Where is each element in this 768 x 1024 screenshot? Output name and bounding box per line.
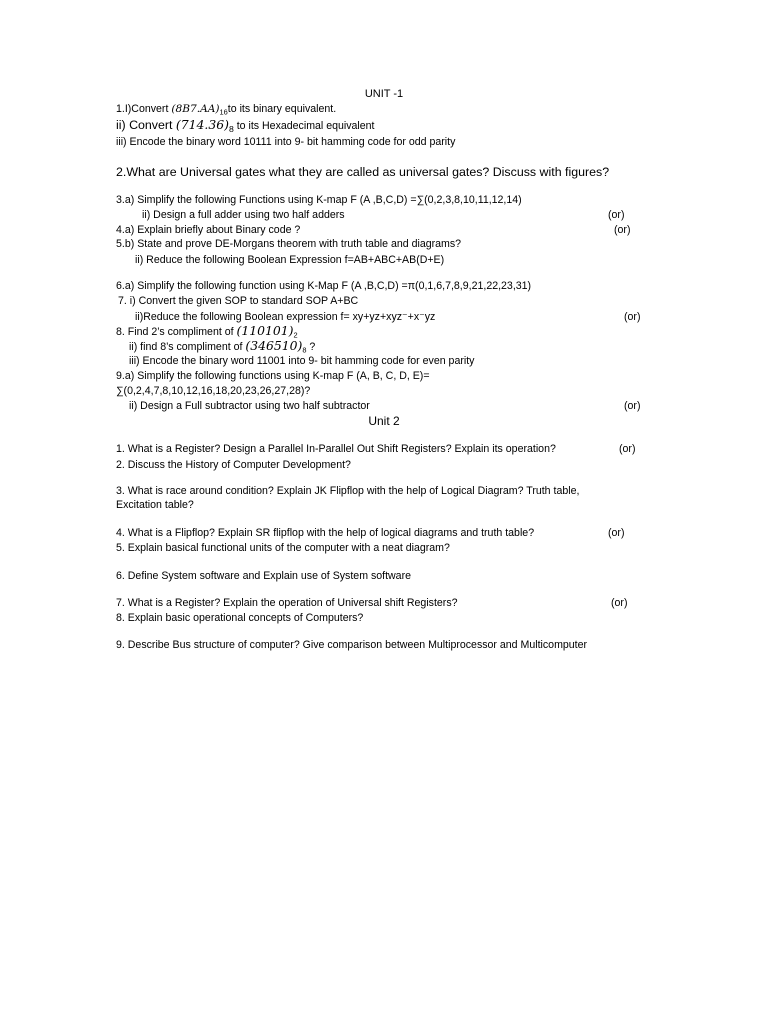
or-marker: (or) [614,224,631,236]
octal-number: (714.36) [175,117,229,132]
base-subscript: 8 [302,345,307,355]
base-subscript: 16 [219,107,228,117]
question-paper-page: UNIT -1 1.I)Convert $(8B7.AA)_{16}to$ its binary equivalent. ii) Convert $(714.36)_8$ to its Hexadecimal equivalent iii) Encode the binary word 10111 into 9- bit hamming code for odd parity 2.What are Universal gates what they are called as universal gates? Discuss with figures? 3.a) Simplify the following Functions using K-map F (A ,B,C,D) =∑(0,2,3,8,10,11,12,14) ii) Design a full adder using two half adders (or) 4.a) Explain briefly about Binary code ? (or) 5.b) State and prove DE-Morgans theorem with truth table and diagrams? ii) Reduce the following Boolean Expression f=AB+ABC+AB(D+E) 6.a) Simplify the following function using K-Map F (A ,B,C,D) =π(0,1,6,7,8,9,21,22,23,31) 7. i) Convert the given SOP to standard SOP A+BC ii)Reduce the following Boolean expression f= xy+yz+xyz⁻+x⁻yz (or) 8. Find 2’s compliment of $(110101)_2$ ii) find 8’s compliment of $(346510)_8$ ? iii) Encode the binary word 11001 into 9- bit hamming code for even parity 9.a) Simplify the following functions using K-map F (A, B, C, D, E)= ∑(0,2,4,7,8,10,12,16,18,20,23,26,27,28)? ii) Design a Full subtractor using two half subtractor (or) Unit 2 1. What is a Register? Design a Parallel In-Parallel Out Shift Registers? Explain its operation? (or) 2. Discuss the History of Computer Development? 3. What is race around condition? Explain JK Flipflop with the help of Logical Diagram? Truth table, Excitation table? 4. What is a Flipflop? Explain SR flipflop with the help of logical diagrams and truth table? (or) 5. Explain basical functional units of the computer with a neat diagram? 6. Define System software and Explain use of System software 7. What is a Register? Explain the operation of Universal shift Registers? (or) 8. Explain basic operational concepts of Computers? 9. Describe Bus structure of computer? Give comparison between Multiprocessor and Multicomputer [0,0,768,1024]
octal-number: (346510) [245,338,303,353]
binary-number: (110101) [236,323,294,338]
or-marker: (or) [624,311,641,323]
or-marker: (or) [611,597,628,609]
base-subscript: 2 [293,330,298,340]
unit1-heading: UNIT -1 [364,88,404,100]
or-marker: (or) [619,443,636,455]
or-marker: (or) [608,527,625,539]
hex-number: (8B7.AA) [171,103,220,115]
or-marker: (or) [624,400,641,412]
unit2-heading: Unit 2 [368,414,400,428]
or-marker: (or) [608,209,625,221]
base-subscript: 8 [228,124,234,135]
